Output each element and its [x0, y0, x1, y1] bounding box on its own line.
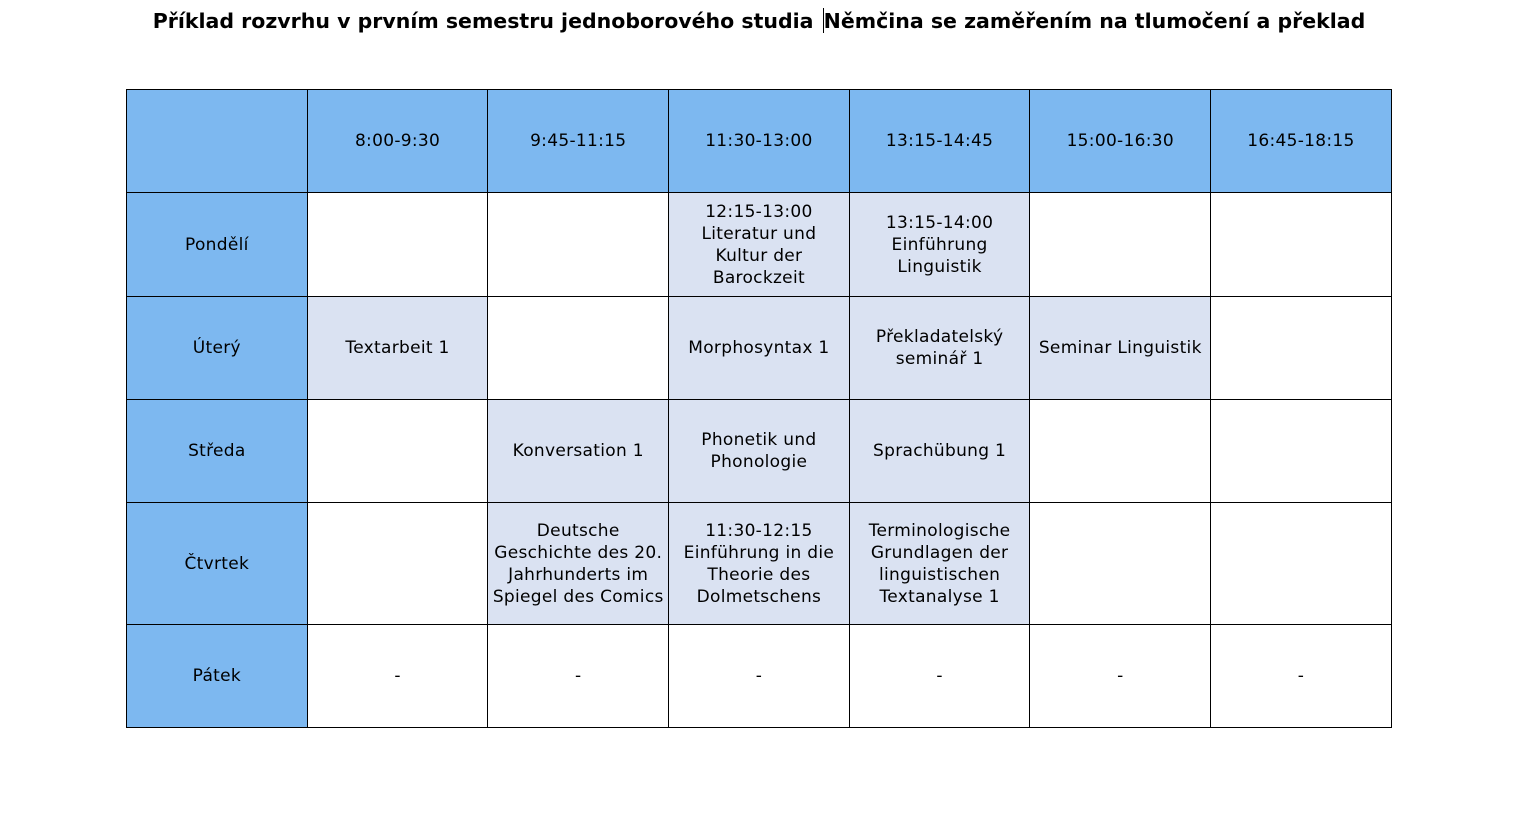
- course-cell: Konversation 1: [488, 400, 669, 503]
- title-part-1: Příklad rozvrhu v prvním semestru jednoborového studia: [152, 9, 814, 33]
- header-row: [127, 90, 1392, 193]
- schedule-cell: -: [307, 625, 488, 728]
- table-row-tuesday: [127, 297, 1392, 400]
- time-slot-header: 16:45-18:15: [1211, 90, 1392, 193]
- table-row-thursday: [127, 503, 1392, 625]
- course-cell: Morphosyntax 1: [669, 297, 850, 400]
- course-cell: Deutsche Geschichte des 20. Jahrhunderts im Spiegel des Comics: [488, 503, 669, 625]
- day-label: Pátek: [127, 625, 308, 728]
- schedule-cell: [488, 193, 669, 297]
- schedule-cell: -: [488, 625, 669, 728]
- day-label: Úterý: [127, 297, 308, 400]
- time-slot-header: 9:45-11:15: [488, 90, 669, 193]
- day-label: Čtvrtek: [127, 503, 308, 625]
- time-slot-header: 15:00-16:30: [1030, 90, 1211, 193]
- title-part-2: Němčina se zaměřením na tlumočení a překlad: [823, 9, 1366, 33]
- schedule-cell: [307, 503, 488, 625]
- schedule-cell: -: [1030, 625, 1211, 728]
- schedule-cell: [307, 400, 488, 503]
- day-label: Pondělí: [127, 193, 308, 297]
- schedule-cell: [1030, 400, 1211, 503]
- schedule-cell: [307, 193, 488, 297]
- course-cell: 13:15-14:00 Einführung Linguistik: [849, 193, 1030, 297]
- page-title: [100, 2, 1418, 41]
- schedule-cell: -: [669, 625, 850, 728]
- course-cell: 12:15-13:00 Literatur und Kultur der Barockzeit: [669, 193, 850, 297]
- table-row-monday: [127, 193, 1392, 297]
- day-label: Středa: [127, 400, 308, 503]
- course-cell: Phonetik und Phonologie: [669, 400, 850, 503]
- schedule-cell: [1030, 193, 1211, 297]
- course-cell: 11:30-12:15 Einführung in die Theorie des Dolmetschens: [669, 503, 850, 625]
- course-cell: Sprachübung 1: [849, 400, 1030, 503]
- schedule-cell: [1211, 193, 1392, 297]
- time-slot-header: 11:30-13:00: [669, 90, 850, 193]
- schedule-cell: [1211, 297, 1392, 400]
- schedule-cell: -: [849, 625, 1030, 728]
- time-slot-header: 8:00-9:30: [307, 90, 488, 193]
- schedule-cell: [1211, 503, 1392, 625]
- table-row-wednesday: [127, 400, 1392, 503]
- corner-cell: [127, 90, 308, 193]
- schedule-cell: [1030, 503, 1211, 625]
- schedule-cell: [488, 297, 669, 400]
- course-cell: Textarbeit 1: [307, 297, 488, 400]
- course-cell: Seminar Linguistik: [1030, 297, 1211, 400]
- course-cell: Terminologische Grundlagen der linguistischen Textanalyse 1: [849, 503, 1030, 625]
- time-slot-header: 13:15-14:45: [849, 90, 1030, 193]
- course-cell: Překladatelský seminář 1: [849, 297, 1030, 400]
- schedule-table: [126, 89, 1392, 728]
- schedule-cell: -: [1211, 625, 1392, 728]
- schedule-cell: [1211, 400, 1392, 503]
- table-row-friday: [127, 625, 1392, 728]
